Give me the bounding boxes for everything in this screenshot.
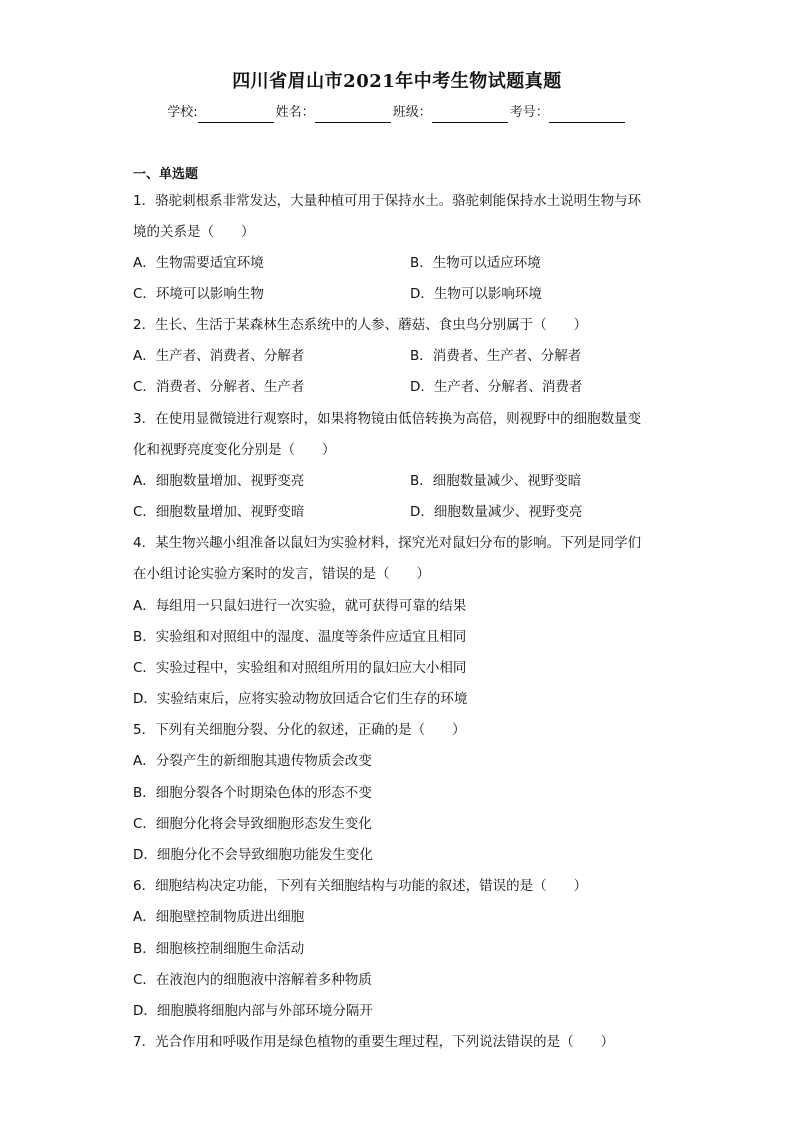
question-3-option-c: C．细胞数量增加、视野变暗 (133, 504, 305, 520)
question-4-line-1: 4．某生物兴趣小组准备以鼠妇为实验材料，探究光对鼠妇分布的影响。下列是同学们 (133, 535, 642, 551)
question-1-option-d: D．生物可以影响环境 (410, 286, 542, 302)
name-field (276, 103, 393, 123)
question-3-option-b: B．细胞数量减少、视野变暗 (410, 473, 582, 489)
question-1-line-2: 境的关系是（ ） (133, 224, 255, 240)
question-4-option-b: B．实验组和对照组中的湿度、温度等条件应适宜且相同 (133, 629, 467, 645)
question-4-option-a: A．每组用一只鼠妇进行一次实验，就可获得可靠的结果 (133, 598, 467, 614)
question-1-option-c: C．环境可以影响生物 (133, 286, 264, 302)
question-2-option-c: C．消费者、分解者、生产者 (133, 379, 305, 395)
question-5-option-d: D．细胞分化不会导致细胞功能发生变化 (133, 847, 373, 863)
question-5-option-a: A．分裂产生的新细胞其遗传物质会改变 (133, 753, 372, 769)
question-5-option-b: B．细胞分裂各个时期染色体的形态不变 (133, 785, 372, 801)
number-blank (549, 107, 625, 123)
question-4-option-c: C．实验过程中，实验组和对照组所用的鼠妇应大小相同 (133, 660, 467, 676)
page-title: 四川省眉山市2021年中考生物试题真题 (232, 71, 562, 92)
question-6-option-c: C．在液泡内的细胞液中溶解着多种物质 (133, 972, 372, 988)
school-label: 学校: (167, 105, 198, 120)
class-field (393, 103, 510, 123)
question-4-line-2: 在小组讨论实验方案时的发言，错误的是（ ） (133, 566, 430, 582)
school-blank (198, 107, 274, 123)
question-3-line-1: 3．在使用显微镜进行观察时，如果将物镜由低倍转换为高倍，则视野中的细胞数量变 (133, 411, 642, 427)
question-2-option-d: D．生产者、分解者、消费者 (410, 379, 583, 395)
student-info-line (0, 103, 794, 123)
question-5-option-c: C．细胞分化将会导致细胞形态发生变化 (133, 816, 372, 832)
question-3-option-a: A．细胞数量增加、视野变亮 (133, 473, 305, 489)
question-1-option-a: A．生物需要适宜环境 (133, 255, 264, 271)
class-label: 班级： (392, 105, 432, 120)
number-field (510, 103, 627, 123)
question-6-option-b: B．细胞核控制细胞生命活动 (133, 941, 305, 957)
question-6-option-a: A．细胞壁控制物质进出细胞 (133, 909, 305, 925)
question-4-option-d: D．实验结束后，应将实验动物放回适合它们生存的环境 (133, 691, 468, 707)
name-label: 姓名： (275, 105, 315, 120)
question-2-option-a: A．生产者、消费者、分解者 (133, 348, 305, 364)
question-7-line-1: 7．光合作用和呼吸作用是绿色植物的重要生理过程，下列说法错误的是（ ） (133, 1034, 615, 1050)
section-title: 一、单选题 (133, 167, 199, 182)
question-2-option-b: B．消费者、生产者、分解者 (410, 348, 582, 364)
question-1-option-b: B．生物可以适应环境 (410, 255, 541, 271)
number-label: 考号： (509, 105, 549, 120)
question-2-line-1: 2．生长、生活于某森林生态系统中的人参、蘑菇、食虫鸟分别属于（ ） (133, 317, 588, 333)
question-5-line-1: 5．下列有关细胞分裂、分化的叙述，正确的是（ ） (133, 722, 466, 738)
name-blank (315, 107, 391, 123)
question-6-option-d: D．细胞膜将细胞内部与外部环境分隔开 (133, 1003, 373, 1019)
question-6-line-1: 6．细胞结构决定功能，下列有关细胞结构与功能的叙述，错误的是（ ） (133, 878, 588, 894)
question-3-option-d: D．细胞数量减少、视野变亮 (410, 504, 583, 520)
question-3-line-2: 化和视野亮度变化分别是（ ） (133, 442, 336, 458)
question-1-line-1: 1．骆驼刺根系非常发达，大量种植可用于保持水土。骆驼刺能保持水土说明生物与环 (133, 193, 642, 209)
class-blank (432, 107, 508, 123)
school-field (167, 103, 275, 123)
